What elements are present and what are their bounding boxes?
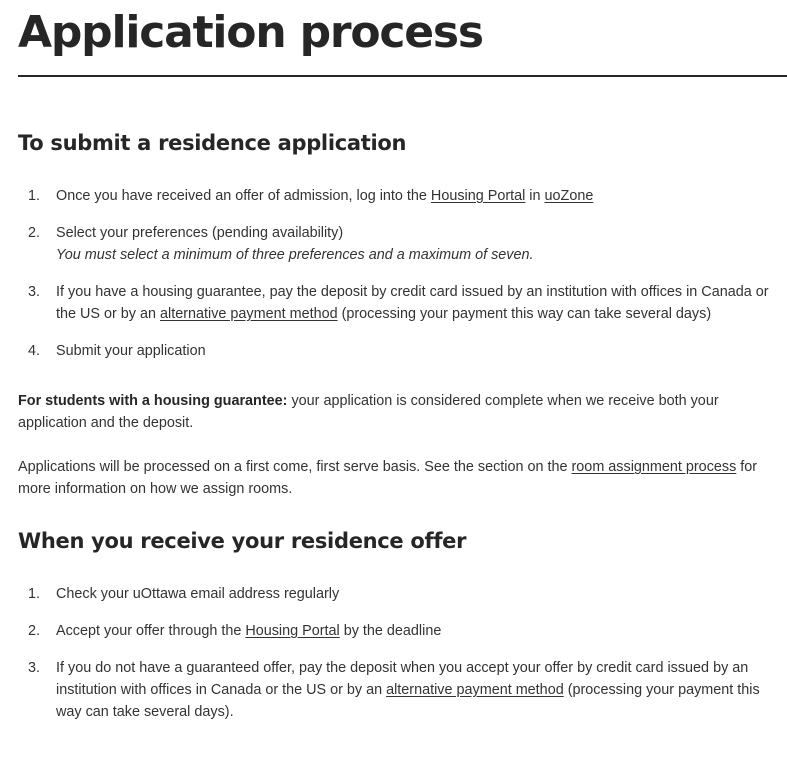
- submit-section-heading: To submit a residence application: [18, 131, 407, 155]
- offer-step-2: [18, 620, 778, 642]
- page-title: Application process: [18, 7, 483, 58]
- step-text: (processing your payment this way can take several days): [337, 306, 712, 322]
- step-number: 3.: [28, 660, 41, 676]
- submit-step-3: [18, 281, 778, 325]
- housing-portal-link[interactable]: Housing Portal: [430, 188, 526, 204]
- offer-section-heading: When you receive your residence offer: [18, 529, 467, 553]
- submit-steps-list: [18, 185, 778, 362]
- housing-portal-link[interactable]: Housing Portal: [245, 623, 340, 639]
- step-text: in: [525, 188, 545, 204]
- submit-step-2: [18, 222, 778, 266]
- step-number: 2.: [28, 225, 41, 241]
- step-text: Select your preferences (pending availability): [56, 225, 344, 241]
- step-text: by the deadline: [339, 623, 442, 639]
- step-text: (processing your payment this way can take several days).: [56, 682, 760, 720]
- step-text: Submit your application: [56, 343, 206, 359]
- step-number: 1.: [28, 586, 41, 602]
- processing-note-text: for more information on how we assign rooms.: [18, 459, 758, 497]
- step-number: 4.: [28, 343, 41, 359]
- step-text: Check your uOttawa email address regularly: [56, 586, 340, 602]
- offer-step-3: [18, 657, 778, 723]
- guarantee-note: [18, 390, 778, 434]
- step-number: 2.: [28, 623, 41, 639]
- step-text: Once you have received an offer of admission, log into the: [56, 188, 431, 204]
- alternative-payment-link[interactable]: alternative payment method: [160, 306, 338, 322]
- step-number: 3.: [28, 284, 41, 300]
- guarantee-note-text: your application is considered complete when we receive both your application and the deposit.: [18, 393, 719, 431]
- uozone-link[interactable]: uoZone: [544, 188, 594, 204]
- step-text: If you do not have a guaranteed offer, pay the deposit when you accept your offer by credit card issued by an institution with offices in Canada or the US or by an: [56, 660, 749, 698]
- offer-steps-list: [18, 583, 778, 723]
- step-note: You must select a minimum of three preferences and a maximum of seven.: [56, 247, 534, 263]
- submit-step-1: [18, 185, 778, 207]
- offer-step-1: [18, 583, 778, 605]
- processing-note-text: Applications will be processed on a first come, first serve basis. See the section on the: [18, 459, 572, 475]
- guarantee-note-bold: For students with a housing guarantee:: [18, 393, 288, 409]
- processing-note: [18, 456, 778, 500]
- alternative-payment-link[interactable]: alternative payment method: [386, 682, 564, 698]
- submit-step-4: [18, 340, 778, 362]
- step-number: 1.: [28, 188, 41, 204]
- step-text: Accept your offer through the: [56, 623, 246, 639]
- room-assignment-link[interactable]: room assignment process: [571, 459, 737, 475]
- step-text: If you have a housing guarantee, pay the deposit by credit card issued by an institution with offices in Canada or the US or by an: [56, 284, 769, 322]
- title-divider: [18, 75, 787, 77]
